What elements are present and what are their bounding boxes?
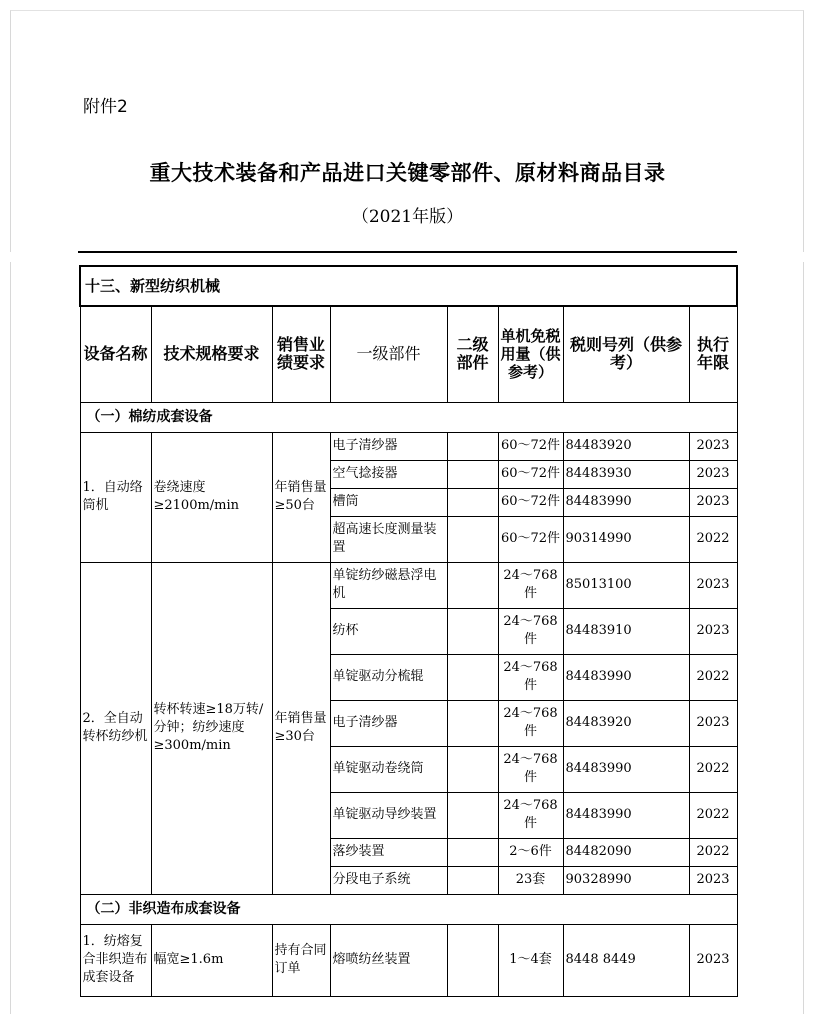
secondary-part <box>447 608 498 654</box>
primary-part: 单锭驱动分梳辊 <box>330 654 447 700</box>
primary-part: 熔喷纺丝装置 <box>330 924 447 996</box>
equipment-name: 1．纺熔复合非织造布成套设备 <box>80 924 151 996</box>
section-title: 十三、新型纺织机械 <box>80 266 737 306</box>
sales-requirement: 年销售量≥50台 <box>272 432 330 562</box>
dutyfree-qty: 60～72件 <box>498 488 563 516</box>
document-title: 重大技术装备和产品进口关键零部件、原材料商品目录 <box>149 160 666 185</box>
secondary-part <box>447 562 498 608</box>
subsection-row <box>80 402 737 432</box>
header-primary-parts: 一级部件 <box>330 306 447 402</box>
tariff-code: 84483920 <box>563 432 689 460</box>
exec-year: 2023 <box>689 700 737 746</box>
equipment-name: 2．全自动转杯纺纱机 <box>80 562 151 894</box>
dutyfree-qty: 2～6件 <box>498 838 563 866</box>
tariff-code: 84483990 <box>563 654 689 700</box>
exec-year: 2023 <box>689 432 737 460</box>
dutyfree-qty: 60～72件 <box>498 460 563 488</box>
primary-part: 纺杯 <box>330 608 447 654</box>
primary-part: 单锭纺纱磁悬浮电机 <box>330 562 447 608</box>
header-equipment-name: 设备名称 <box>80 306 151 402</box>
tariff-code: 84483990 <box>563 792 689 838</box>
primary-part: 单锭驱动导纱装置 <box>330 792 447 838</box>
header-sales-req: 销售业绩要求 <box>272 306 330 402</box>
dutyfree-qty: 24～768件 <box>498 608 563 654</box>
header-rule <box>78 251 737 253</box>
tariff-code: 84482090 <box>563 838 689 866</box>
primary-part: 槽筒 <box>330 488 447 516</box>
exec-year: 2022 <box>689 838 737 866</box>
header-row <box>80 306 737 402</box>
dutyfree-qty: 24～768件 <box>498 746 563 792</box>
tech-spec: 转杯转速≥18万转/分钟；纺纱速度≥300m/min <box>151 562 272 894</box>
secondary-part <box>447 516 498 562</box>
subsection-title: （二）非织造布成套设备 <box>80 894 737 924</box>
tariff-code: 84483930 <box>563 460 689 488</box>
dutyfree-qty: 60～72件 <box>498 432 563 460</box>
table-row <box>80 924 737 996</box>
exec-year: 2023 <box>689 924 737 996</box>
dutyfree-qty: 24～768件 <box>498 654 563 700</box>
exec-year: 2023 <box>689 608 737 654</box>
secondary-part <box>447 746 498 792</box>
primary-part: 电子清纱器 <box>330 432 447 460</box>
secondary-part <box>447 700 498 746</box>
secondary-part <box>447 488 498 516</box>
exec-year: 2023 <box>689 562 737 608</box>
section-row <box>80 266 737 306</box>
primary-part: 单锭驱动卷绕筒 <box>330 746 447 792</box>
primary-part: 空气捻接器 <box>330 460 447 488</box>
primary-part: 落纱装置 <box>330 838 447 866</box>
tariff-code: 84483910 <box>563 608 689 654</box>
catalog-table <box>79 265 738 997</box>
exec-year: 2022 <box>689 654 737 700</box>
exec-year: 2022 <box>689 792 737 838</box>
dutyfree-qty: 24～768件 <box>498 562 563 608</box>
tariff-code: 84483990 <box>563 488 689 516</box>
document-subtitle: （2021年版） <box>351 207 464 227</box>
header-tariff-code: 税则号列（供参考） <box>563 306 689 402</box>
subsection-title: （一）棉纺成套设备 <box>80 402 737 432</box>
exec-year: 2023 <box>689 866 737 894</box>
secondary-part <box>447 866 498 894</box>
primary-part: 电子清纱器 <box>330 700 447 746</box>
dutyfree-qty: 60～72件 <box>498 516 563 562</box>
secondary-part <box>447 460 498 488</box>
dutyfree-qty: 24～768件 <box>498 792 563 838</box>
table-row <box>80 432 737 460</box>
header-exec-year: 执行年限 <box>689 306 737 402</box>
header-dutyfree-qty: 单机免税用量（供参考） <box>498 306 563 402</box>
tech-spec: 幅宽≥1.6m <box>151 924 272 996</box>
subsection-row <box>80 894 737 924</box>
dutyfree-qty: 1～4套 <box>498 924 563 996</box>
secondary-part <box>447 792 498 838</box>
secondary-part <box>447 432 498 460</box>
attachment-label: 附件2 <box>83 97 128 117</box>
secondary-part <box>447 924 498 996</box>
secondary-part <box>447 838 498 866</box>
primary-part: 超高速长度测量装置 <box>330 516 447 562</box>
tariff-code: 85013100 <box>563 562 689 608</box>
equipment-name: 1．自动络筒机 <box>80 432 151 562</box>
sales-requirement: 持有合同订单 <box>272 924 330 996</box>
tariff-code: 84483920 <box>563 700 689 746</box>
tariff-code: 90328990 <box>563 866 689 894</box>
primary-part: 分段电子系统 <box>330 866 447 894</box>
header-tech-spec: 技术规格要求 <box>151 306 272 402</box>
tech-spec: 卷绕速度≥2100m/min <box>151 432 272 562</box>
secondary-part <box>447 654 498 700</box>
table-row <box>80 562 737 608</box>
tariff-code: 84483990 <box>563 746 689 792</box>
exec-year: 2022 <box>689 516 737 562</box>
exec-year: 2022 <box>689 746 737 792</box>
tariff-code: 90314990 <box>563 516 689 562</box>
exec-year: 2023 <box>689 460 737 488</box>
exec-year: 2023 <box>689 488 737 516</box>
tariff-code: 8448 8449 <box>563 924 689 996</box>
dutyfree-qty: 23套 <box>498 866 563 894</box>
sales-requirement: 年销售量≥30台 <box>272 562 330 894</box>
dutyfree-qty: 24～768件 <box>498 700 563 746</box>
header-secondary-parts: 二级部件 <box>447 306 498 402</box>
